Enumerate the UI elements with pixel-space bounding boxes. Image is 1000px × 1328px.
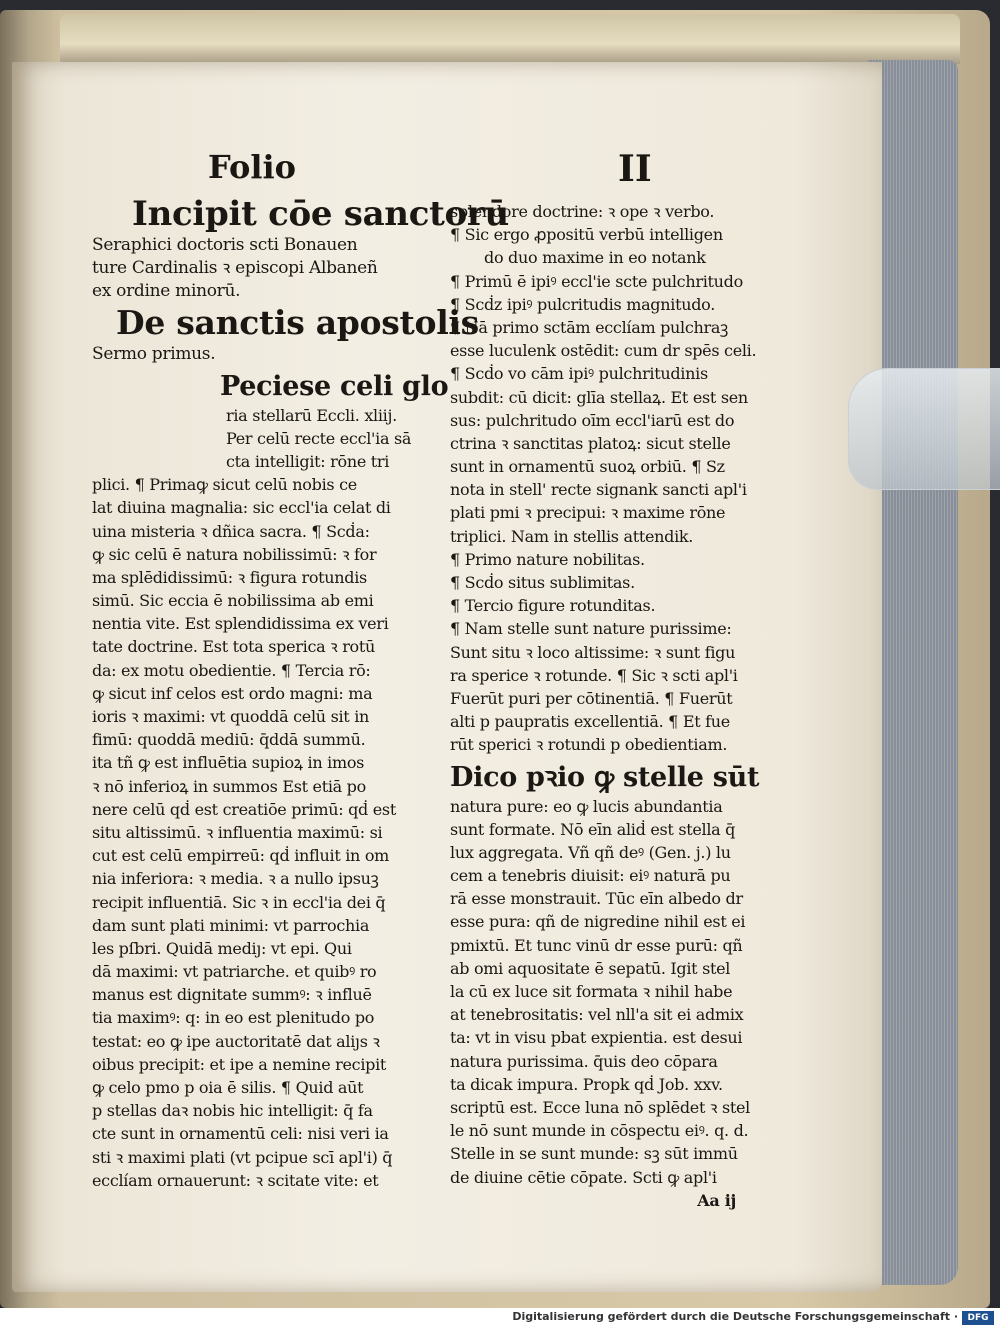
text-line: Sunt situ ꝛ loco altissime: ꝛ sunt figu [450,642,736,662]
opening-line: Dico pꝛio ꝙ stelle sūt [450,761,760,793]
right-column [450,200,786,1218]
text-line: fimū: quoddā mediū: q̄ddā summū. [92,730,366,750]
text-line: dam sunt plati minimi: vt parrochia [92,915,370,935]
text-line: ta: vt in visu pbat expientia. est desui [450,1028,743,1048]
text-line: ¶ Nam stelle sunt nature purissime: [450,619,732,639]
left-column [92,194,509,1192]
text-line: splendore doctrine: ꝛ ope ꝛ verbo. [450,202,715,221]
text-line: ma splēdidissimū: ꝛ figura rotundis [92,567,367,587]
sermon-title: Sermo primus. [92,343,216,364]
text-line: plici. ¶ Primaꝙ sicut celū nobis ce [92,475,357,495]
text-line: ꝙ celo pmo p oia ē silis. ¶ Quid aūt [92,1078,364,1097]
text-line: sti ꝛ maximi plati (vt pcipue scī apl'i) q̄ [92,1147,393,1167]
heading-line: ex ordine minorū. [92,281,241,302]
folio-number: II [618,148,652,190]
opening-line: Peciese celi glo [220,370,449,402]
text-line: esse luculenk ostēdit: cum dr spēs celi. [450,341,757,361]
text-line: ꝙ sicut inf celos est ordo magni: ma [92,683,373,703]
text-line: esse pura: qñ de nigredine nihil est ei [450,912,746,932]
text-line: natura pure: eo ꝙ lucis abundantia [450,796,723,816]
text-line: ctrina ꝛ sanctitas platoꝝ: sicut stelle [450,433,731,453]
text-line: cta intelligit: rōne tri [226,451,390,471]
text-line: p stellas daꝛ nobis hic intelligit: q̄ fa [92,1101,373,1121]
text-line: plati pmi ꝛ precipui: ꝛ maxime rōne [450,503,726,523]
text-line: cem a tenebris diuisit: eiꝰ naturā pu [450,866,731,886]
text-line: at tenebrositatis: vel nll'a sit ei admix [450,1005,744,1025]
text-line: le nō sunt munde in cōspectu eiꝰ. q. d. [450,1121,749,1141]
text-line: sus: pulchritudo oīm eccl'iarū est do [450,410,735,430]
text-line: dā maximi: vt patriarche. et quibꝰ ro [92,962,377,982]
text-line: cut est celū empirreū: qḋ influit in om [92,846,390,866]
text-line: de diuine cētie cōpate. Scti ꝙ apl'i [450,1167,717,1187]
section-title: De sanctis apostolis [116,302,479,342]
text-line: ¶ Primo nature nobilitas. [450,549,645,569]
heading-line: ture Cardinalis ꝛ episcopi Albaneñ [92,258,378,279]
text-line: situ altissimū. ꝛ influentia maximū: si [92,822,383,842]
text-line: rūt sperici ꝛ rotundi p obedientiam. [450,735,728,755]
text-line: la cū ex luce sit formata ꝛ nihil habe [450,982,733,1001]
text-line: tia maximꝰ: q: in eo est plenitudo po [92,1008,375,1028]
text-line: ioris ꝛ maximi: vt quoddā celū sit in [92,707,370,726]
dfg-logo: DFG [962,1311,994,1325]
text-line: lat diuina magnalia: sic eccl'ia celat di [92,498,391,518]
footer-bar [0,1308,1000,1328]
text-line: nota in stell' recte signank sancti apl'i [450,480,747,500]
text-line: uina misteria ꝛ dñica sacra. ¶ Scḋa: [92,521,370,541]
text-line: natura purissima. q̄uis deo cōpara [450,1051,718,1071]
heading-line: Incipit cōe sanctorū [132,194,509,234]
text-line: pmixtū. Et tunc vinū dr esse purū: qñ [450,935,743,955]
text-line: da: ex motu obedientie. ¶ Tercia rō: [92,660,371,680]
text-line: ¶ Scḋo situs sublimitas. [450,573,635,592]
text-line: ra sperice ꝛ rotunde. ¶ Sic ꝛ scti apl'i [450,665,738,685]
text-line: oibus precipit: et ipe a nemine recipit [92,1054,387,1074]
signature-mark: Aa ij [697,1190,736,1210]
text-line: Per celū recte eccl'ia sā [226,428,412,448]
text-line: do duo maxime in eo notank [484,248,706,268]
text-line: ¶ Scḋo vo cām ipiꝰ pulchritudinis [450,364,708,384]
text-line: nere celū qḋ est creatiōe primū: qḋ est [92,799,396,819]
text-line: alti p paupratis excellentiā. ¶ Et fue [450,712,730,732]
text-line: lux aggregata. Vñ qñ deꝰ (Gen. j.) lu [450,842,731,862]
text-line: nia inferiora: ꝛ media. ꝛ a nullo ipsuꝫ [92,869,379,889]
text-line: ¶ Nā primo sctām ecclíam pulchraꝫ [450,317,729,337]
text-line: ꝙ sic celū ē natura nobilissimū: ꝛ for [92,544,377,564]
text-line: recipit influentiā. Sic ꝛ in eccl'ia dei q̄ [92,892,386,912]
footer-text: Digitalisierung gefördert durch die Deutsche Forschungsgemeinschaft · [512,1310,958,1323]
text-line: ¶ Scḋz ipiꝰ pulcritudis magnitudo. [450,294,715,314]
text-line: cte sunt in ornamentū celi: nisi veri ia [92,1124,389,1144]
text-line: triplici. Nam in stellis attendik. [450,526,694,546]
text-line: Stelle in se sunt munde: sꝫ sūt immū [450,1144,738,1164]
text-line: ¶ Primū ē ipiꝰ eccl'ie scte pulchritudo [450,271,743,291]
text-line: ꝛ nō inferioꝝ in summos Est etiā po [92,776,366,796]
page-clip [848,368,1000,490]
text-line: simū. Sic eccia ē nobilissima ab emi [92,591,374,611]
text-line: rā esse monstrauit. Tūc eīn albedo dr [450,889,743,909]
heading-line: Seraphici doctoris scti Bonauen [92,235,358,255]
text-line: subdit: cū dicit: glīa stellaꝝ. Et est sen [450,387,748,407]
text-line: manus est dignitate summꝰ: ꝛ influē [92,985,372,1005]
text-line: ab omi aquositate ē sepatū. Igit stel [450,958,731,978]
text-line: tate doctrine. Est tota sperica ꝛ rotū [92,637,376,657]
text-line: scriptū est. Ecce luna nō splēdet ꝛ stel [450,1097,750,1117]
opening-line: ria stellarū Eccli. xliij. [226,405,397,425]
text-line: sunt in ornamentū suoꝝ orbiū. ¶ Sz [450,457,725,477]
text-line: ¶ Tercio figure rotunditas. [450,596,656,616]
text-line: les pſbri. Quidā mediȷ: vt epi. Qui [92,938,352,958]
book-top-edge [60,14,960,64]
text-line: nentia vite. Est splendidissima ex veri [92,614,389,634]
text-line: ita tñ ꝙ est influētia supioꝝ in imos [92,753,365,773]
text-line: testat: eo ꝙ ipe auctoritatē dat aliȷs ꝛ [92,1031,380,1051]
text-line: ¶ Sic ergo ꝓpositū verbū intelligen [450,225,723,245]
text-line: Fuerūt puri per cōtinentiā. ¶ Fuerūt [450,688,733,708]
text-line: sunt formate. Nō eīn aliḋ est stella q̄ [450,819,736,839]
text-line: ta dicak impura. Propk qḋ Job. xxv. [450,1074,723,1094]
text-line: ecclíam ornauerunt: ꝛ scitate vite: et [92,1170,379,1190]
folio-label: Folio [208,148,296,186]
